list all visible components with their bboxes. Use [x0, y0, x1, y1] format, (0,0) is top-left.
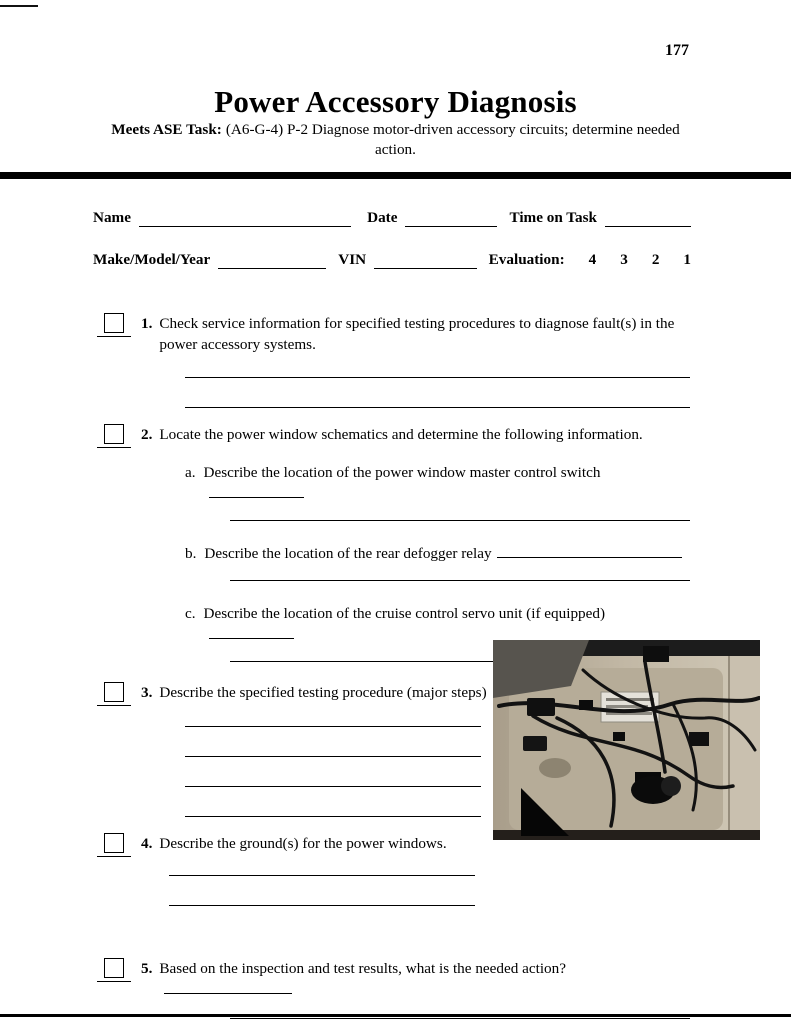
task-2-number: 2.: [141, 426, 153, 443]
door-panel-photo: [493, 640, 760, 840]
task-1-text: Check service information for specified testing procedures to diagnose fault(s) in the power accessory systems.: [159, 315, 675, 353]
checkbox-box: [104, 682, 124, 702]
door-panel-photo-svg: [493, 640, 760, 840]
make-model-year-label: Make/Model/Year: [93, 251, 211, 268]
checkbox-line: [97, 705, 131, 706]
task-item-5: [97, 958, 691, 1000]
task-2c-inline-blank[interactable]: [209, 625, 294, 639]
divider-rule: [0, 172, 791, 179]
ase-task-line-cont: action.: [375, 141, 416, 158]
vin-blank[interactable]: [374, 254, 477, 269]
task-3-answer-line-4[interactable]: [185, 814, 481, 817]
task-1-answer-line-2[interactable]: [185, 405, 690, 408]
scan-artifact-bottom: [0, 1014, 791, 1017]
checkbox-box: [104, 424, 124, 444]
task-2c-text-wrap: [204, 603, 691, 645]
task-2-checkbox[interactable]: [97, 424, 133, 448]
checkbox-box: [104, 958, 124, 978]
task-5-checkbox[interactable]: [97, 958, 133, 982]
vin-label: VIN: [338, 251, 367, 268]
task-2a-inline-blank[interactable]: [209, 484, 304, 498]
task-2c-label: c.: [185, 605, 196, 622]
task-1-checkbox[interactable]: [97, 313, 133, 337]
task-3-checkbox[interactable]: [97, 682, 133, 706]
task-2a-text-wrap: [204, 462, 691, 504]
checkbox-line: [97, 856, 131, 857]
task-5-text-wrap: [159, 958, 691, 1000]
evaluation-score-1[interactable]: 1: [683, 251, 691, 268]
task-2a-label: a.: [185, 464, 196, 481]
task-2-sub-a: [185, 462, 691, 504]
evaluation-label: Evaluation:: [488, 251, 565, 268]
task-3-text: Describe the specified testing procedure (major steps): [159, 684, 487, 701]
task-4-answer-line-2[interactable]: [169, 903, 475, 906]
ase-task-line: [0, 120, 791, 140]
task-3-answer-line-1[interactable]: [185, 724, 481, 727]
task-2c-text: Describe the location of the cruise control servo unit (if equipped): [203, 605, 606, 622]
task-1-answer-line-1[interactable]: [185, 375, 690, 378]
task-2a-text: Describe the location of the power window master control switch: [203, 464, 601, 481]
task-item-1: [97, 313, 691, 355]
task-4-number: 4.: [141, 835, 153, 852]
time-on-task-label: Time on Task: [509, 209, 597, 226]
task-item-2: [97, 424, 691, 448]
task-2b-answer-line[interactable]: [230, 578, 690, 581]
task-3-number: 3.: [141, 684, 153, 701]
checkbox-box: [104, 833, 124, 853]
time-on-task-blank[interactable]: [605, 212, 691, 227]
info-row-1: [93, 209, 691, 227]
task-2-sub-c: [185, 603, 691, 645]
task-3-answer-line-2[interactable]: [185, 754, 481, 757]
task-5-inline-blank[interactable]: [164, 980, 292, 994]
evaluation-score-3[interactable]: 3: [620, 251, 628, 268]
evaluation-score-4[interactable]: 4: [588, 251, 597, 268]
task-2b-text-wrap: [204, 543, 681, 564]
page-title: Power Accessory Diagnosis: [214, 84, 577, 119]
date-blank[interactable]: [405, 212, 497, 227]
task-4-text: Describe the ground(s) for the power windows.: [159, 835, 447, 852]
name-blank[interactable]: [139, 212, 351, 227]
task-2b-text: Describe the location of the rear defogger relay: [204, 545, 492, 562]
task-5-text: Based on the inspection and test results, what is the needed action?: [159, 960, 566, 977]
task-2b-label: b.: [185, 545, 197, 562]
task-2a-answer-line[interactable]: [230, 518, 690, 521]
task-2-text: Locate the power window schematics and determine the following information.: [159, 426, 643, 443]
checkbox-line: [97, 447, 131, 448]
task-5-number: 5.: [141, 960, 153, 977]
scan-artifact-top: [0, 5, 38, 7]
task-2b-inline-blank[interactable]: [497, 544, 682, 558]
task-4-checkbox[interactable]: [97, 833, 133, 857]
checkbox-line: [97, 981, 131, 982]
info-row-2: [93, 251, 691, 269]
ase-task-label: Meets ASE Task:: [111, 121, 222, 138]
task-1-number: 1.: [141, 315, 153, 332]
name-label: Name: [93, 209, 131, 226]
page-number: 177: [665, 42, 689, 59]
task-3-answer-line-3[interactable]: [185, 784, 481, 787]
checkbox-box: [104, 313, 124, 333]
task-2-sub-b: [185, 543, 691, 564]
make-model-year-blank[interactable]: [218, 254, 326, 269]
ase-task-text: (A6-G-4) P-2 Diagnose motor-driven accessory circuits; determine needed: [225, 121, 680, 138]
evaluation-score-2[interactable]: 2: [651, 251, 660, 268]
checkbox-line: [97, 336, 131, 337]
task-4-answer-line-1[interactable]: [169, 873, 475, 876]
date-label: Date: [367, 209, 398, 226]
